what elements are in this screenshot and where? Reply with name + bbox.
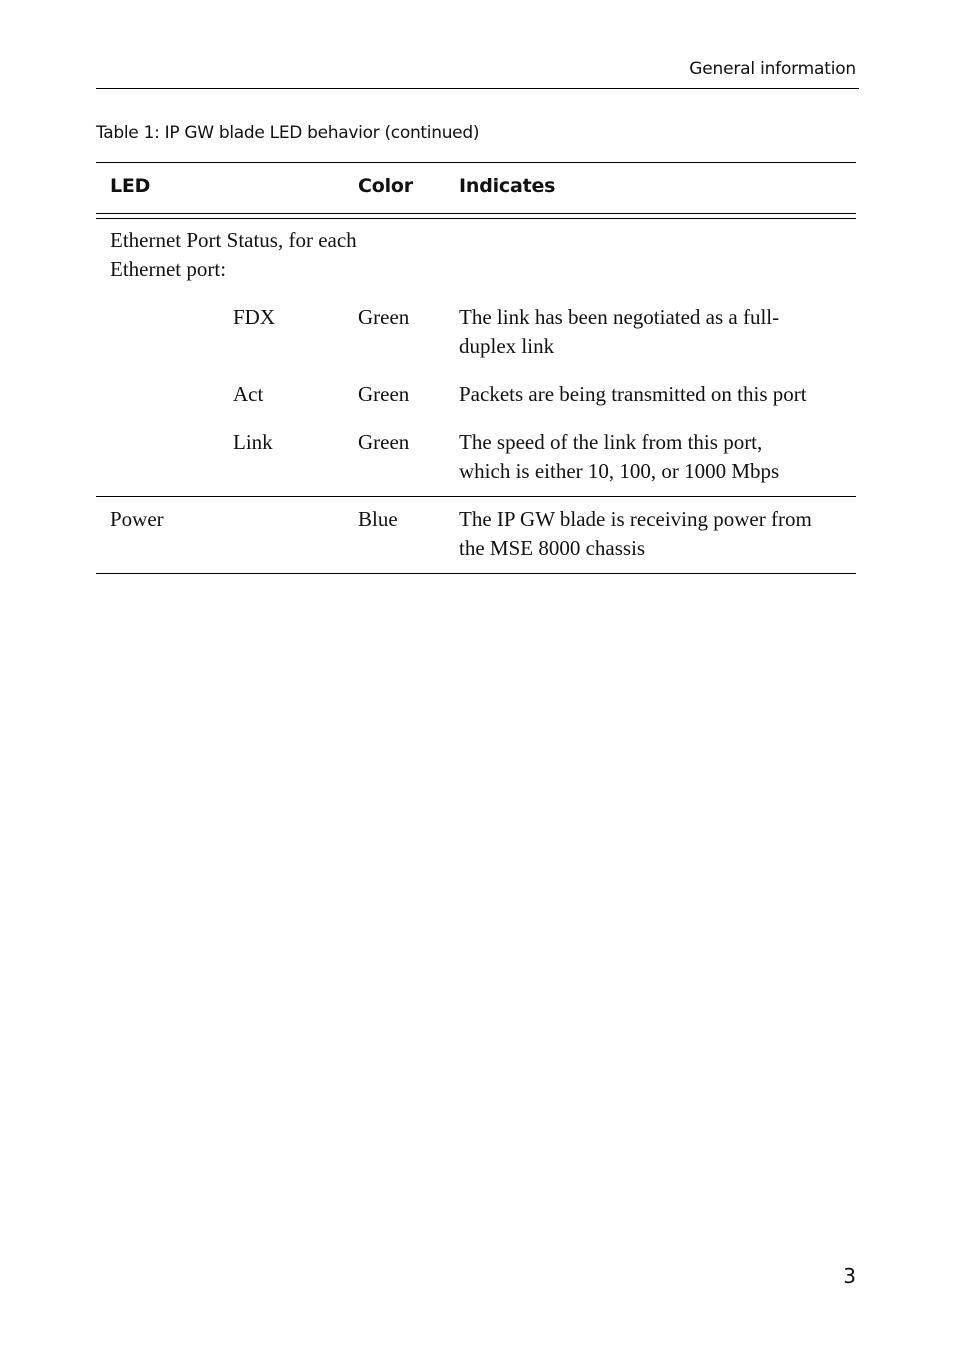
column-header-indicates: Indicates bbox=[459, 175, 556, 197]
led-name: FDX bbox=[233, 305, 276, 329]
header-double-rule-lower bbox=[96, 218, 856, 219]
indication-line: The speed of the link from this port, bbox=[459, 430, 763, 454]
indication-line: Packets are being transmitted on this port bbox=[459, 382, 807, 406]
led-indication bbox=[459, 303, 854, 361]
group-label-line: Ethernet Port Status, for each bbox=[110, 228, 357, 252]
table-bottom-rule bbox=[96, 573, 856, 574]
led-name: Power bbox=[110, 507, 164, 531]
running-header: General information bbox=[689, 59, 856, 79]
led-color: Green bbox=[358, 430, 410, 454]
group-label bbox=[110, 226, 357, 284]
led-name: Act bbox=[233, 382, 264, 406]
indication-line: The link has been negotiated as a full- bbox=[459, 305, 780, 329]
indication-line: which is either 10, 100, or 1000 Mbps bbox=[459, 459, 780, 483]
led-name: Link bbox=[233, 430, 273, 454]
table-top-rule bbox=[96, 162, 856, 163]
led-color: Green bbox=[358, 305, 410, 329]
indication-line: duplex link bbox=[459, 334, 555, 358]
header-rule bbox=[96, 88, 859, 89]
header-double-rule-upper bbox=[96, 213, 856, 214]
indication-line: The IP GW blade is receiving power from bbox=[459, 507, 812, 531]
column-header-led: LED bbox=[110, 175, 151, 197]
led-indication bbox=[459, 428, 854, 486]
group-label-line: Ethernet port: bbox=[110, 257, 227, 281]
table-caption: Table 1: IP GW blade LED behavior (continued) bbox=[96, 123, 480, 143]
column-header-color: Color bbox=[358, 175, 413, 197]
led-color: Green bbox=[358, 382, 410, 406]
page-number: 3 bbox=[843, 1264, 856, 1288]
led-indication bbox=[459, 505, 854, 563]
indication-line: the MSE 8000 chassis bbox=[459, 536, 646, 560]
led-indication bbox=[459, 380, 854, 409]
led-color: Blue bbox=[358, 507, 398, 531]
row-separator-rule bbox=[96, 496, 856, 497]
